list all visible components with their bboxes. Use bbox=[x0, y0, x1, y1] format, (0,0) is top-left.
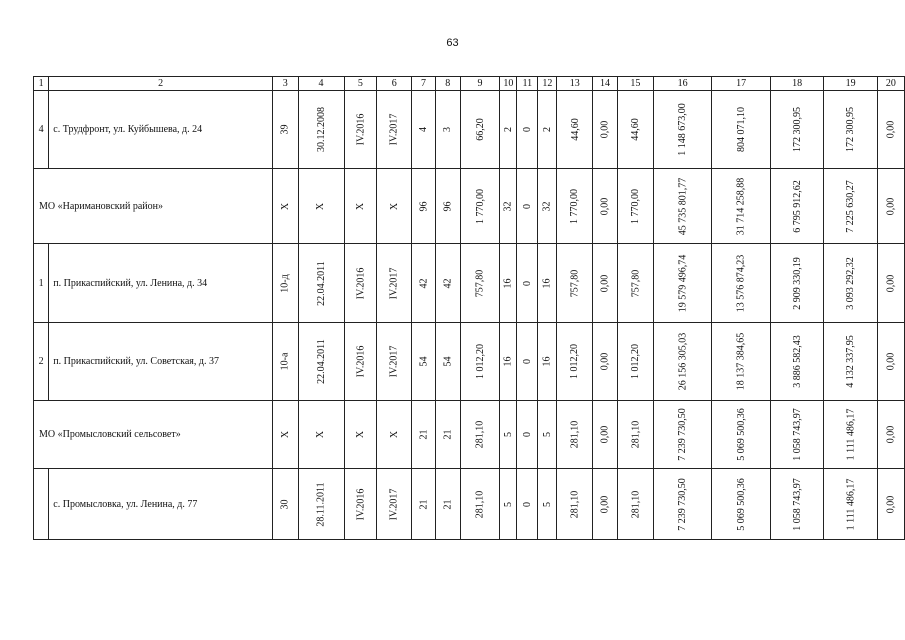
cell-value: 54 bbox=[418, 356, 429, 367]
cell-value: 804 071,10 bbox=[735, 107, 747, 152]
cell-value: Х bbox=[279, 430, 291, 439]
value-cell bbox=[877, 91, 904, 169]
value-cell bbox=[435, 244, 460, 323]
value-cell bbox=[557, 169, 593, 244]
value-cell bbox=[557, 91, 593, 169]
cell-value: 5 069 500,36 bbox=[735, 477, 747, 531]
cell-value: 5 069 500,36 bbox=[735, 408, 747, 461]
cell-value: Х bbox=[279, 202, 291, 210]
value-cell bbox=[298, 169, 344, 244]
cell-value: 19 579 496,74 bbox=[677, 254, 689, 312]
value-cell bbox=[412, 91, 436, 169]
cell-value: 0,00 bbox=[599, 120, 611, 139]
row-number bbox=[34, 469, 49, 540]
value-cell bbox=[593, 244, 618, 323]
header-cell: 11 bbox=[517, 77, 538, 91]
value-cell bbox=[344, 244, 377, 323]
value-cell bbox=[712, 91, 771, 169]
value-cell bbox=[298, 401, 344, 469]
cell-value: 0,00 bbox=[885, 197, 897, 215]
cell-value: IV.2017 bbox=[388, 345, 400, 378]
value-cell bbox=[412, 401, 436, 469]
table-row bbox=[34, 469, 905, 540]
value-cell bbox=[770, 401, 824, 469]
cell-value: IV.2016 bbox=[354, 267, 366, 299]
value-cell bbox=[712, 323, 771, 401]
cell-value: 22.04.2011 bbox=[315, 260, 327, 306]
cell-value: 22.04.2011 bbox=[315, 339, 327, 384]
header-cell: 6 bbox=[377, 77, 412, 91]
cell-value: Х bbox=[354, 202, 366, 210]
value-cell bbox=[500, 244, 517, 323]
cell-value: 21 bbox=[442, 499, 454, 509]
cell-value: IV.2016 bbox=[354, 488, 366, 520]
cell-value: 96 bbox=[442, 201, 454, 211]
value-cell bbox=[770, 469, 824, 540]
cell-value: 0 bbox=[521, 432, 533, 437]
value-cell bbox=[412, 469, 436, 540]
cell-value: 26 156 305,03 bbox=[677, 332, 689, 391]
value-cell bbox=[877, 244, 904, 323]
value-cell bbox=[377, 169, 412, 244]
cell-value: 16 bbox=[541, 278, 553, 288]
value-cell bbox=[377, 244, 412, 323]
value-cell bbox=[557, 323, 593, 401]
cell-value: 1 058 743,97 bbox=[791, 408, 803, 461]
cell-value: IV.2017 bbox=[388, 267, 400, 299]
value-cell bbox=[500, 169, 517, 244]
cell-value: 1 012,20 bbox=[569, 344, 581, 379]
value-cell bbox=[617, 169, 653, 244]
value-cell bbox=[824, 323, 878, 401]
address-cell: с. Трудфронт, ул. Куйбышева, д. 24 bbox=[49, 91, 273, 169]
cell-value: 1 111 486,17 bbox=[845, 478, 857, 530]
value-cell bbox=[460, 323, 500, 401]
value-cell bbox=[770, 91, 824, 169]
cell-value: 281,10 bbox=[569, 420, 581, 449]
value-cell bbox=[877, 169, 904, 244]
value-cell bbox=[517, 469, 538, 540]
value-cell bbox=[517, 401, 538, 469]
value-cell bbox=[412, 169, 436, 244]
cell-value: 3 093 292,32 bbox=[845, 256, 857, 310]
cell-value: 0,00 bbox=[885, 274, 897, 292]
cell-value: 1 012,20 bbox=[629, 344, 641, 379]
header-cell: 19 bbox=[824, 77, 878, 91]
value-cell bbox=[538, 91, 557, 169]
cell-value: 1 770,00 bbox=[474, 188, 486, 224]
value-cell bbox=[500, 469, 517, 540]
table-row bbox=[34, 323, 905, 401]
cell-value: 5 bbox=[502, 432, 514, 437]
value-cell bbox=[377, 469, 412, 540]
cell-value: 0,00 bbox=[599, 495, 611, 513]
value-cell bbox=[435, 401, 460, 469]
value-cell bbox=[770, 323, 824, 401]
value-cell bbox=[272, 323, 298, 401]
cell-value: 42 bbox=[418, 278, 429, 288]
cell-value: 18 137 384,65 bbox=[735, 332, 747, 391]
cell-value: 757,80 bbox=[569, 269, 581, 297]
value-cell bbox=[435, 469, 460, 540]
page-number: 63 bbox=[446, 37, 459, 49]
address-cell: п. Прикаспийский, ул. Ленина, д. 34 bbox=[49, 244, 273, 323]
cell-value: 1 770,00 bbox=[629, 188, 641, 224]
header-cell: 4 bbox=[298, 77, 344, 91]
value-cell bbox=[500, 323, 517, 401]
value-cell bbox=[460, 91, 500, 169]
cell-value: 13 576 874,23 bbox=[735, 254, 747, 312]
value-cell bbox=[272, 401, 298, 469]
value-cell bbox=[500, 401, 517, 469]
value-cell bbox=[344, 401, 377, 469]
cell-value: 0 bbox=[521, 203, 533, 209]
cell-value: 5 bbox=[541, 432, 553, 437]
cell-value: Х bbox=[315, 202, 327, 210]
cell-value: Х bbox=[388, 430, 400, 439]
cell-value: 0,00 bbox=[885, 352, 897, 371]
value-cell bbox=[344, 91, 377, 169]
cell-value: 1 012,20 bbox=[474, 344, 486, 379]
value-cell bbox=[593, 469, 618, 540]
header-cell: 15 bbox=[617, 77, 653, 91]
cell-value: 2 bbox=[541, 127, 553, 132]
value-cell bbox=[712, 244, 771, 323]
municipality-row bbox=[34, 169, 905, 244]
value-cell bbox=[824, 244, 878, 323]
cell-value: 39 bbox=[279, 124, 291, 135]
value-cell bbox=[877, 401, 904, 469]
header-cell: 14 bbox=[593, 77, 618, 91]
header-cell: 5 bbox=[344, 77, 377, 91]
cell-value: 5 bbox=[502, 501, 514, 507]
value-cell bbox=[538, 323, 557, 401]
cell-value: 757,80 bbox=[629, 269, 641, 297]
header-cell: 20 bbox=[877, 77, 904, 91]
value-cell bbox=[298, 244, 344, 323]
value-cell bbox=[653, 244, 712, 323]
cell-value: IV.2016 bbox=[354, 345, 366, 378]
header-row bbox=[34, 77, 905, 91]
cell-value: 0,00 bbox=[885, 425, 897, 444]
cell-value: 16 bbox=[502, 278, 514, 288]
value-cell bbox=[435, 91, 460, 169]
cell-value: 10-д bbox=[279, 273, 291, 293]
cell-value: 0,00 bbox=[599, 352, 611, 371]
value-cell bbox=[344, 323, 377, 401]
value-cell bbox=[653, 323, 712, 401]
cell-value: 32 bbox=[502, 201, 514, 211]
cell-value: 66,20 bbox=[474, 118, 486, 141]
cell-value: 30.12.2008 bbox=[315, 107, 327, 152]
value-cell bbox=[617, 401, 653, 469]
cell-value: 1 770,00 bbox=[569, 188, 581, 224]
cell-value: 281,10 bbox=[629, 490, 641, 518]
value-cell bbox=[344, 169, 377, 244]
value-cell bbox=[557, 244, 593, 323]
cell-value: Х bbox=[388, 202, 400, 210]
value-cell bbox=[877, 469, 904, 540]
value-cell bbox=[712, 401, 771, 469]
value-cell bbox=[770, 244, 824, 323]
value-cell bbox=[593, 401, 618, 469]
cell-value: 4 132 337,95 bbox=[845, 335, 857, 388]
value-cell bbox=[653, 469, 712, 540]
value-cell bbox=[412, 244, 436, 323]
cell-value: 0,00 bbox=[599, 425, 611, 444]
cell-value: 281,10 bbox=[569, 490, 581, 518]
value-cell bbox=[770, 169, 824, 244]
value-cell bbox=[298, 323, 344, 401]
cell-value: 16 bbox=[541, 356, 553, 367]
value-cell bbox=[517, 323, 538, 401]
value-cell bbox=[557, 401, 593, 469]
cell-value: IV.2017 bbox=[388, 113, 400, 146]
cell-value: 5 bbox=[541, 501, 553, 507]
cell-value: Х bbox=[354, 430, 366, 439]
row-number: 4 bbox=[34, 91, 49, 169]
value-cell bbox=[298, 469, 344, 540]
header-cell: 2 bbox=[49, 77, 273, 91]
value-cell bbox=[653, 169, 712, 244]
cell-value: 1 111 486,17 bbox=[845, 408, 857, 461]
cell-value: 7 239 730,50 bbox=[677, 408, 689, 461]
table-row bbox=[34, 244, 905, 323]
cell-value: 3 bbox=[442, 127, 454, 132]
cell-value: 0 bbox=[521, 127, 533, 132]
cell-value: 45 735 801,77 bbox=[677, 177, 689, 235]
cell-value: 0 bbox=[521, 359, 533, 364]
municipality-row bbox=[34, 401, 905, 469]
cell-value: 281,10 bbox=[474, 420, 486, 449]
value-cell bbox=[377, 323, 412, 401]
value-cell bbox=[460, 244, 500, 323]
value-cell bbox=[617, 469, 653, 540]
value-cell bbox=[824, 169, 878, 244]
value-cell bbox=[593, 169, 618, 244]
value-cell bbox=[517, 169, 538, 244]
value-cell bbox=[517, 244, 538, 323]
value-cell bbox=[877, 323, 904, 401]
value-cell bbox=[824, 401, 878, 469]
value-cell bbox=[538, 401, 557, 469]
value-cell bbox=[538, 169, 557, 244]
row-number: 2 bbox=[34, 323, 49, 401]
value-cell bbox=[272, 469, 298, 540]
data-table bbox=[33, 76, 905, 540]
cell-value: 7 225 630,27 bbox=[845, 179, 857, 233]
value-cell bbox=[593, 323, 618, 401]
value-cell bbox=[412, 323, 436, 401]
address-cell: с. Промысловка, ул. Ленина, д. 77 bbox=[49, 469, 273, 540]
value-cell bbox=[460, 469, 500, 540]
municipality-name: МО «Промысловский сельсовет» bbox=[34, 401, 273, 469]
cell-value: 44,60 bbox=[629, 118, 641, 141]
cell-value: 0,00 bbox=[885, 120, 897, 139]
cell-value: 6 795 912,62 bbox=[791, 179, 803, 233]
header-cell: 10 bbox=[500, 77, 517, 91]
cell-value: 757,80 bbox=[474, 269, 486, 297]
cell-value: 0,00 bbox=[599, 274, 611, 292]
header-cell: 13 bbox=[557, 77, 593, 91]
value-cell bbox=[435, 169, 460, 244]
header-cell: 1 bbox=[34, 77, 49, 91]
cell-value: 281,10 bbox=[629, 420, 641, 449]
cell-value: IV.2016 bbox=[354, 113, 366, 146]
cell-value: 44,60 bbox=[569, 118, 581, 141]
row-number: 1 bbox=[34, 244, 49, 323]
cell-value: 3 886 582,43 bbox=[791, 335, 803, 388]
cell-value: Х bbox=[315, 430, 327, 439]
cell-value: 28.11.2011 bbox=[315, 481, 327, 527]
value-cell bbox=[344, 469, 377, 540]
value-cell bbox=[272, 91, 298, 169]
header-cell: 3 bbox=[272, 77, 298, 91]
value-cell bbox=[500, 91, 517, 169]
address-cell: п. Прикаспийский, ул. Советская, д. 37 bbox=[49, 323, 273, 401]
cell-value: 281,10 bbox=[474, 490, 486, 518]
header-cell: 12 bbox=[538, 77, 557, 91]
cell-value: 172 300,95 bbox=[791, 107, 803, 152]
cell-value: 0 bbox=[521, 501, 533, 507]
header-cell: 17 bbox=[712, 77, 771, 91]
header-cell: 16 bbox=[653, 77, 712, 91]
cell-value: 172 300,95 bbox=[845, 107, 857, 152]
cell-value: 30 bbox=[279, 499, 291, 509]
value-cell bbox=[517, 91, 538, 169]
municipality-name: МО «Наримановский район» bbox=[34, 169, 273, 244]
cell-value: 1 058 743,97 bbox=[791, 477, 803, 531]
value-cell bbox=[617, 323, 653, 401]
value-cell bbox=[435, 323, 460, 401]
value-cell bbox=[538, 244, 557, 323]
value-cell bbox=[272, 169, 298, 244]
value-cell bbox=[557, 469, 593, 540]
value-cell bbox=[617, 91, 653, 169]
cell-value: 32 bbox=[541, 201, 553, 211]
value-cell bbox=[460, 169, 500, 244]
cell-value: 2 bbox=[502, 127, 514, 132]
cell-value: 21 bbox=[418, 499, 429, 509]
cell-value: 16 bbox=[502, 356, 514, 367]
header-cell: 9 bbox=[460, 77, 500, 91]
cell-value: 96 bbox=[418, 201, 429, 211]
value-cell bbox=[712, 469, 771, 540]
header-cell: 7 bbox=[412, 77, 436, 91]
cell-value: IV.2017 bbox=[388, 488, 400, 520]
value-cell bbox=[617, 244, 653, 323]
value-cell bbox=[653, 401, 712, 469]
value-cell bbox=[272, 244, 298, 323]
value-cell bbox=[377, 401, 412, 469]
cell-value: 7 239 730,50 bbox=[677, 477, 689, 531]
cell-value: 31 714 258,88 bbox=[735, 177, 747, 235]
value-cell bbox=[824, 469, 878, 540]
cell-value: 54 bbox=[442, 356, 454, 367]
cell-value: 1 148 673,00 bbox=[677, 103, 689, 156]
value-cell bbox=[298, 91, 344, 169]
cell-value: 0,00 bbox=[599, 197, 611, 215]
value-cell bbox=[824, 91, 878, 169]
value-cell bbox=[460, 401, 500, 469]
cell-value: 2 909 330,19 bbox=[791, 256, 803, 310]
value-cell bbox=[538, 469, 557, 540]
cell-value: 42 bbox=[442, 278, 454, 288]
cell-value: 0 bbox=[521, 280, 533, 286]
value-cell bbox=[653, 91, 712, 169]
value-cell bbox=[593, 91, 618, 169]
header-cell: 8 bbox=[435, 77, 460, 91]
table-row bbox=[34, 91, 905, 169]
cell-value: 21 bbox=[418, 429, 429, 440]
value-cell bbox=[377, 91, 412, 169]
cell-value: 10-а bbox=[279, 352, 291, 371]
cell-value: 4 bbox=[418, 127, 429, 132]
value-cell bbox=[712, 169, 771, 244]
cell-value: 0,00 bbox=[885, 495, 897, 513]
header-cell: 18 bbox=[770, 77, 824, 91]
cell-value: 21 bbox=[442, 429, 454, 440]
